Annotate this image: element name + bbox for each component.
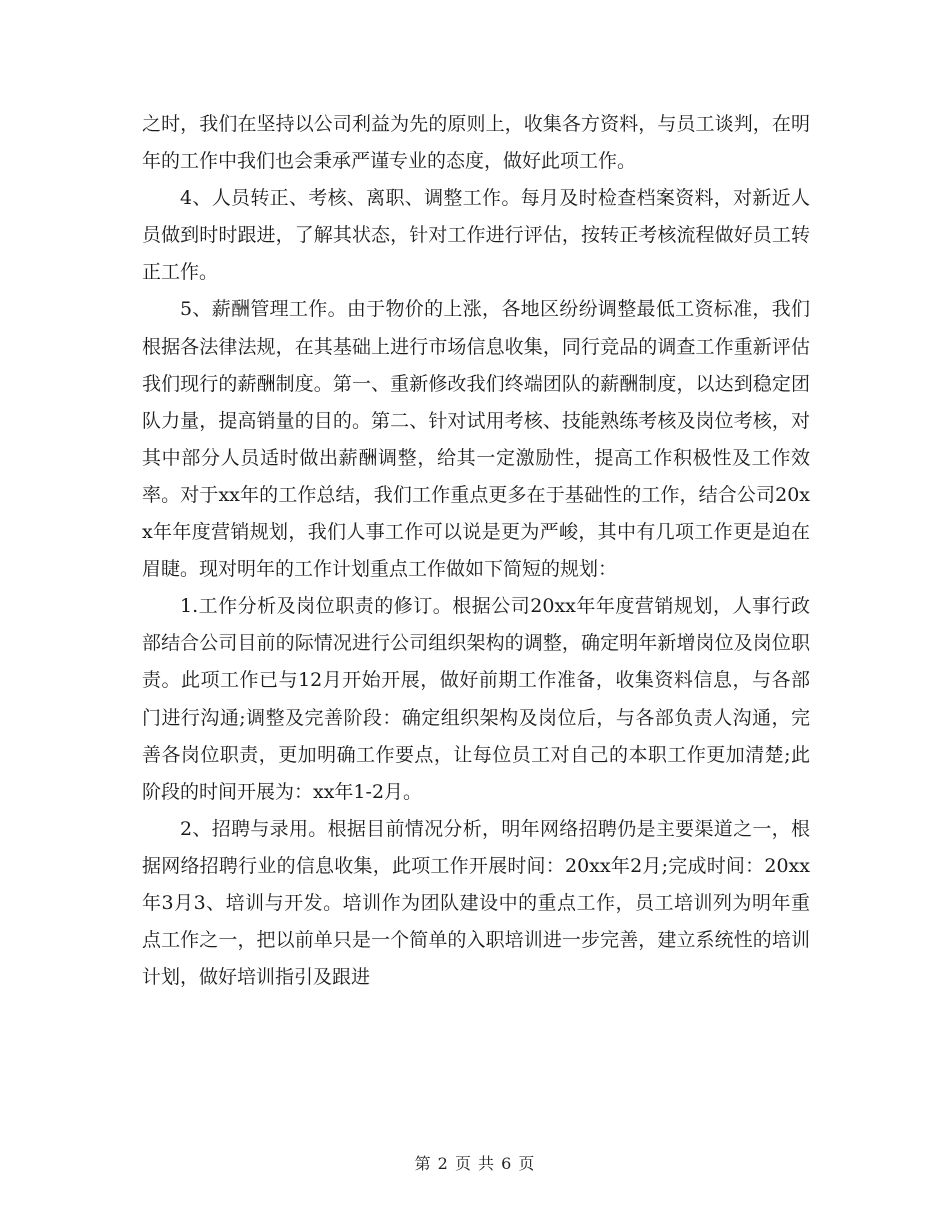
document-body [142, 106, 810, 996]
paragraph-item-5-salary: 5、薪酬管理工作。由于物价的上涨，各地区纷纷调整最低工资标准，我们根据各法律法规，在其基础上进行市场信息收集，同行竞品的调查工作重新评估我们现行的薪酬制度。第一、重新修改我们终端团队的薪酬制度，以达到稳定团队力量，提高销量的目的。第二、针对试用考核、技能熟练考核及岗位考核，对其中部分人员适时做出薪酬调整，给其一定激励性，提高工作积极性及工作效率。对于xx年的工作总结，我们工作重点更多在于基础性的工作，结合公司20xx年年度营销规划，我们人事工作可以说是更为严峻，其中有几项工作更是迫在眉睫。现对明年的工作计划重点工作做如下简短的规划： [142, 298, 810, 581]
page-number-footer: 第 2 页 共 6 页 [414, 1154, 536, 1173]
paragraph-item-1-job-analysis: 1.工作分析及岗位职责的修订。根据公司20xx年年度营销规划，人事行政部结合公司目前的际情况进行公司组织架构的调整，确定明年新增岗位及岗位职责。此项工作已与12月开始开展，做好前期工作准备，收集资料信息，与各部门进行沟通;调整及完善阶段：确定组织架构及岗位后，与各部负责人沟通，完善各岗位职责，更加明确工作要点，让每位员工对自己的本职工作更加清楚;此阶段的时间开展为：xx年1-2月。 [142, 595, 810, 803]
paragraph-item-4-personnel: 4、人员转正、考核、离职、调整工作。每月及时检查档案资料，对新近人员做到时时跟进，了解其状态，针对工作进行评估，按转正考核流程做好员工转正工作。 [142, 187, 810, 284]
paragraph-item-2-recruitment: 2、招聘与录用。根据目前情况分析，明年网络招聘仍是主要渠道之一，根据网络招聘行业的信息收集，此项工作开展时间：20xx年2月;完成时间：20xx年3月3、培训与开发。培训作为团队建设中的重点工作，员工培训列为明年重点工作之一，把以前单只是一个简单的入职培训进一步完善，建立系统性的培训计划，做好培训指引及跟进 [142, 817, 810, 989]
paragraph-continuation: 之时，我们在坚持以公司利益为先的原则上，收集各方资料，与员工谈判，在明年的工作中我们也会秉承严谨专业的态度，做好此项工作。 [142, 113, 810, 173]
